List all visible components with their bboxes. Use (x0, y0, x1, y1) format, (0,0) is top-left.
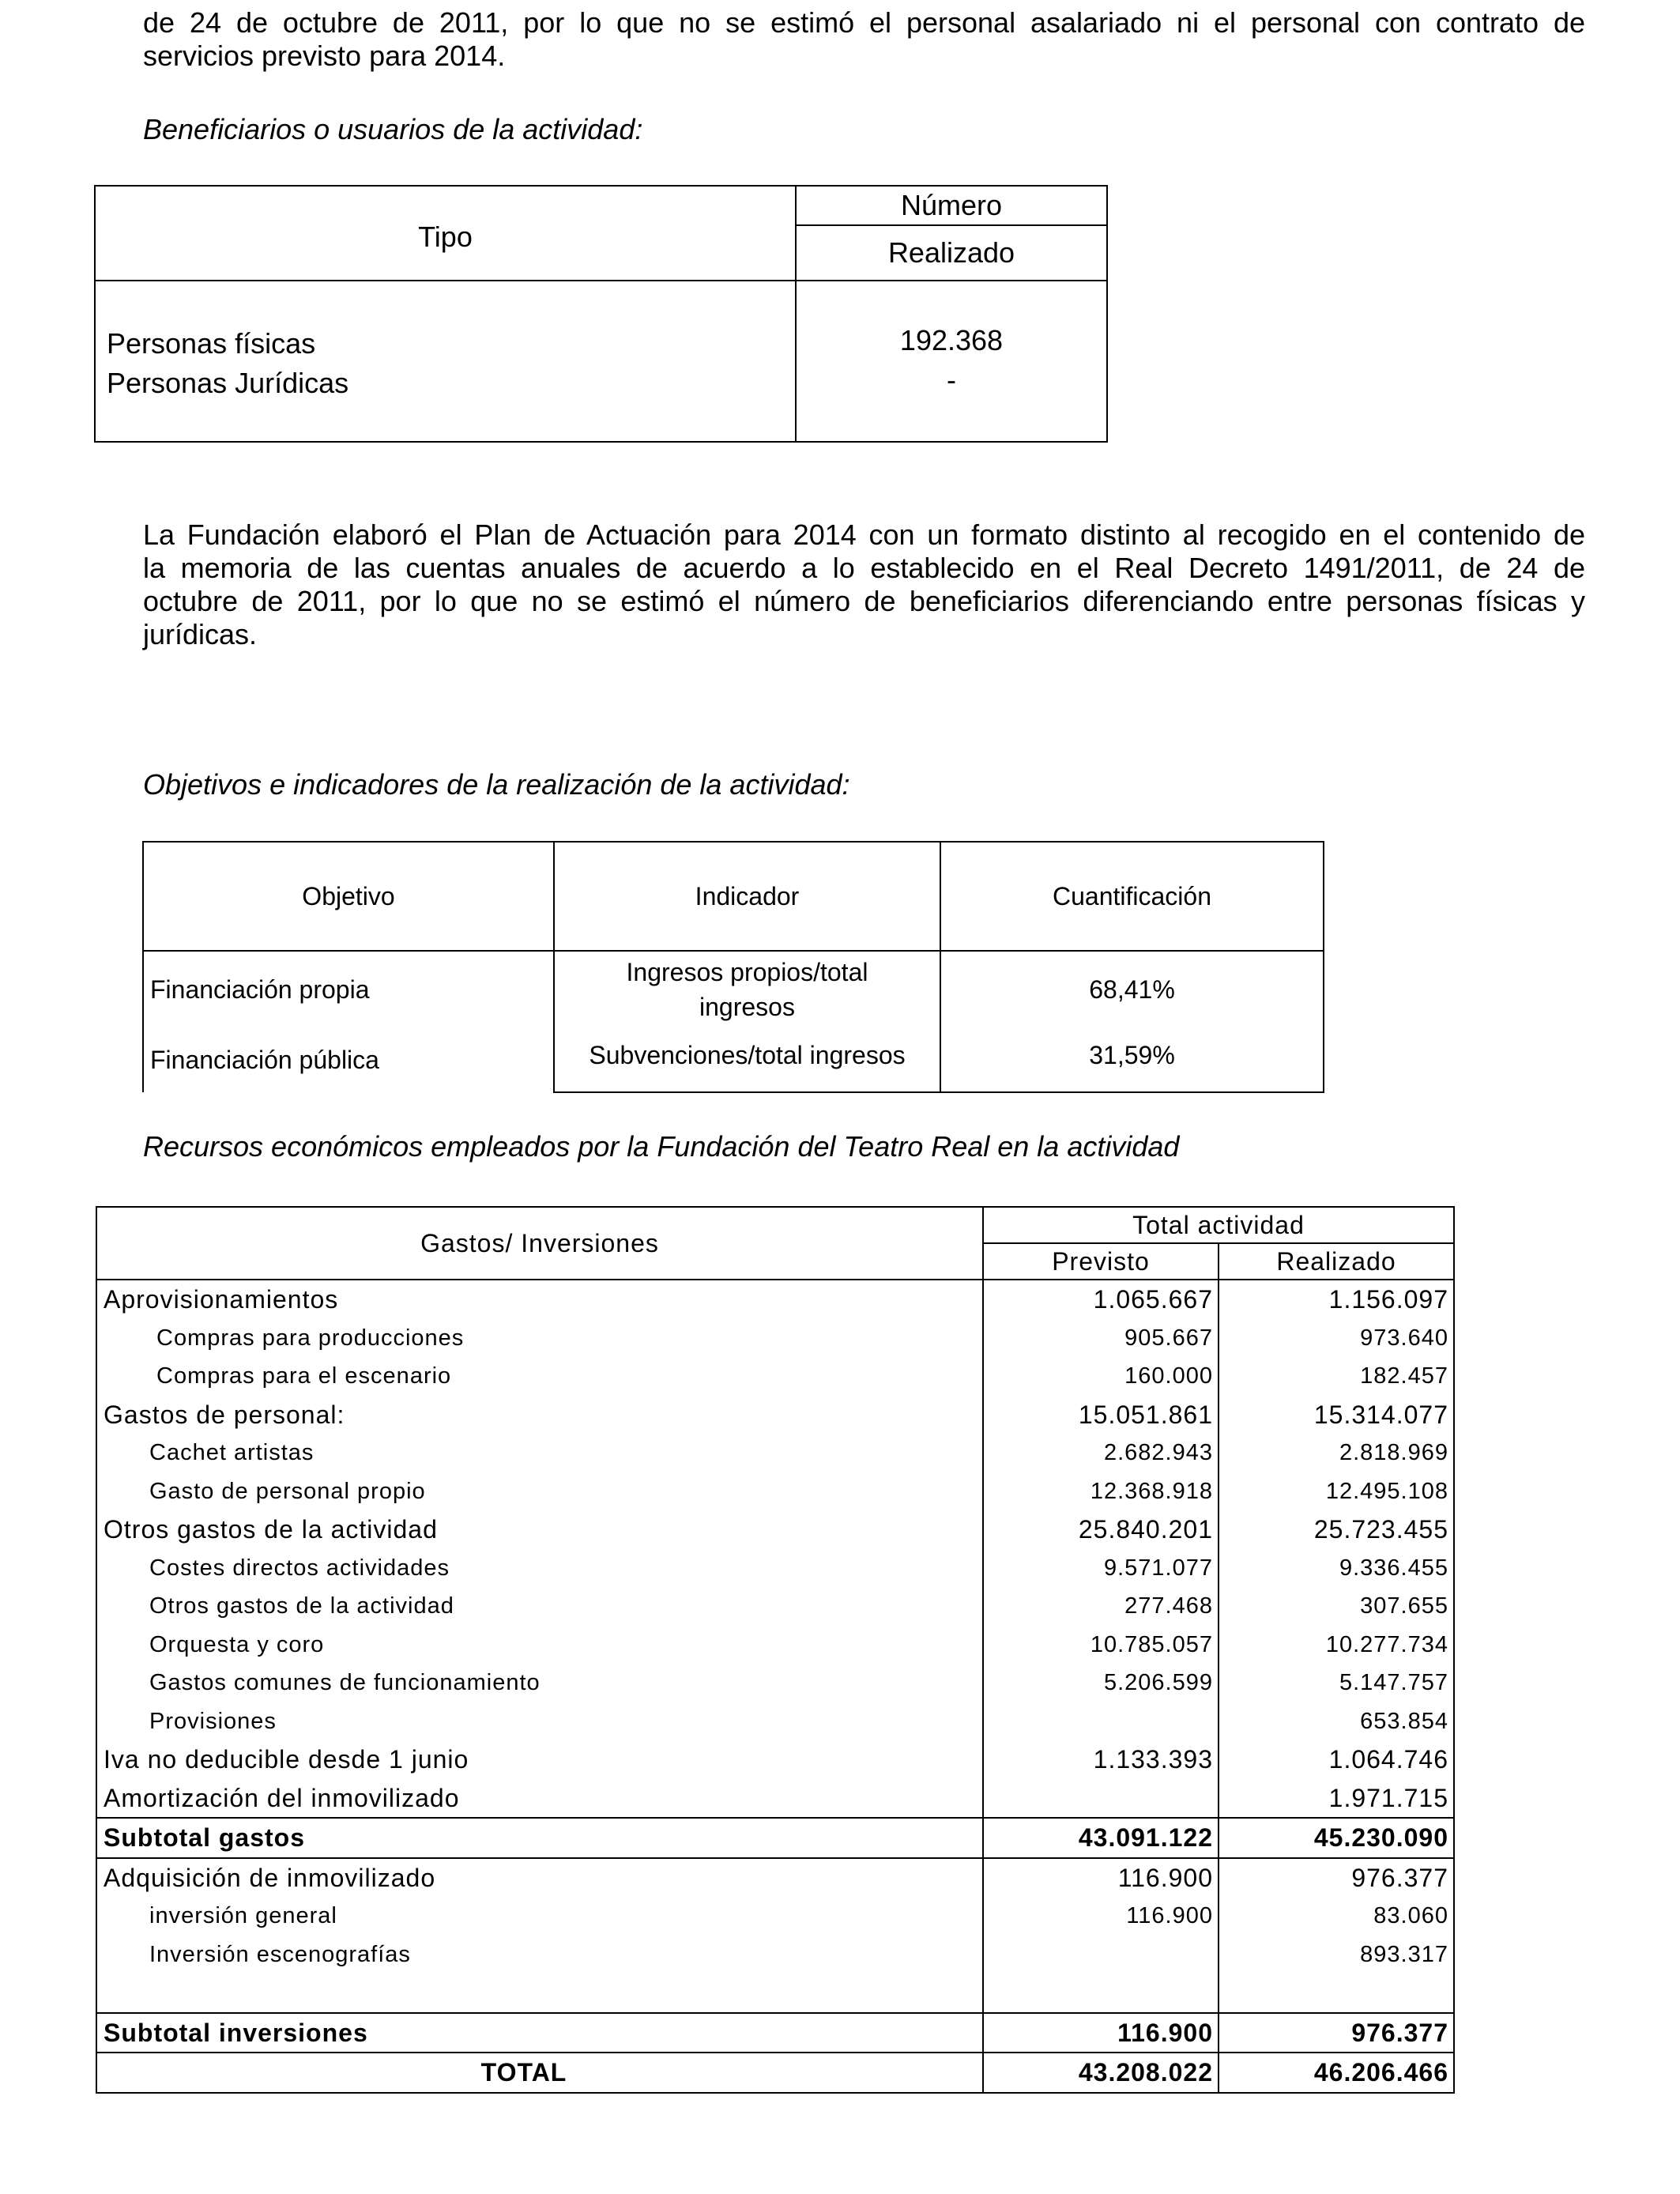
row-realizado: 83.060 (1219, 1897, 1454, 1936)
row-label: Inversión escenografías (96, 1936, 983, 1974)
table-row (96, 1357, 1454, 1396)
row-label: Costes directos actividades (96, 1549, 983, 1588)
table-row-value: 31,59% (1089, 1041, 1175, 1069)
table-row (96, 1510, 1454, 1549)
table-row-label: Personas físicas (107, 327, 316, 360)
table-row (96, 1897, 1454, 1936)
intro-line-1: de 24 de octubre de 2011, por lo que no se estimó el personal asalariado ni el personal con contrato de (143, 6, 1585, 39)
row-realizado: 1.064.746 (1219, 1740, 1454, 1779)
table-row (96, 1858, 1454, 1898)
objetivos-heading: Objetivos e indicadores de la realización de la actividad: (143, 768, 850, 801)
row-label: Iva no deducible desde 1 junio (96, 1740, 983, 1779)
row-previsto: 5.206.599 (983, 1664, 1219, 1702)
row-label: Orquesta y coro (96, 1626, 983, 1664)
row-previsto: 43.091.122 (983, 1818, 1219, 1858)
plan-line-3: octubre de 2011, por lo que no se estimó el número de beneficiarios diferenciando entre personas físicas y (143, 585, 1585, 617)
row-label: Otros gastos de la actividad (96, 1587, 983, 1626)
plan-line-1: La Fundación elaboró el Plan de Actuación para 2014 con un formato distinto al recogido en el contenido de (143, 518, 1585, 551)
row-realizado: 182.457 (1219, 1357, 1454, 1396)
intro-line-2: servicios previsto para 2014. (143, 40, 506, 72)
plan-line-2: la memoria de las cuentas anuales de acuerdo a lo establecido en el Real Decreto 1491/2011, de 24 de (143, 552, 1585, 584)
table-row (96, 1936, 1454, 1974)
row-realizado: 15.314.077 (1219, 1396, 1454, 1434)
row-label: Provisiones (96, 1702, 983, 1741)
beneficiarios-tipo-cell (95, 281, 796, 442)
recursos-heading: Recursos económicos empleados por la Fundación del Teatro Real en la actividad (143, 1130, 1180, 1163)
table-row-label: Personas Jurídicas (107, 367, 349, 399)
row-label: Compras para el escenario (96, 1357, 983, 1396)
row-realizado: 2.818.969 (1219, 1434, 1454, 1472)
plan-line-4: jurídicas. (143, 618, 258, 650)
row-previsto: 1.065.667 (983, 1280, 1219, 1319)
table-row (96, 1434, 1454, 1472)
table-row (96, 1319, 1454, 1358)
row-label: Gastos de personal: (96, 1396, 983, 1434)
plan-paragraph (143, 518, 1585, 651)
intro-paragraph (143, 6, 1585, 73)
row-previsto: 12.368.918 (983, 1472, 1219, 1511)
col-previsto-header: Previsto (983, 1243, 1219, 1280)
objetivos-cuantificacion-cell (940, 951, 1324, 1092)
row-realizado: 307.655 (1219, 1587, 1454, 1626)
row-previsto: 25.840.201 (983, 1510, 1219, 1549)
col-numero-header: Número (796, 186, 1107, 225)
row-previsto: 9.571.077 (983, 1549, 1219, 1588)
row-previsto: 116.900 (983, 1897, 1219, 1936)
row-realizado: 976.377 (1219, 2013, 1454, 2053)
col-realizado-header: Realizado (796, 225, 1107, 281)
row-realizado: 12.495.108 (1219, 1472, 1454, 1511)
table-row (96, 1702, 1454, 1741)
row-previsto (983, 1702, 1219, 1741)
subtotal-inversiones-row (96, 2013, 1454, 2053)
row-previsto (983, 1779, 1219, 1819)
row-realizado: 10.277.734 (1219, 1626, 1454, 1664)
col-gastos-header: Gastos/ Inversiones (96, 1207, 983, 1280)
row-realizado: 1.156.097 (1219, 1280, 1454, 1319)
beneficiarios-valor-cell (796, 281, 1107, 442)
row-realizado: 653.854 (1219, 1702, 1454, 1741)
row-label: Compras para producciones (96, 1319, 983, 1358)
row-previsto: 1.133.393 (983, 1740, 1219, 1779)
objetivos-table (142, 841, 1324, 1093)
col-tipo-header: Tipo (95, 186, 796, 281)
row-realizado: 25.723.455 (1219, 1510, 1454, 1549)
table-row-value: 68,41% (1089, 975, 1175, 1004)
row-previsto: 10.785.057 (983, 1626, 1219, 1664)
recursos-table (96, 1206, 1455, 2094)
table-row-value: - (947, 364, 956, 396)
col-objetivo-header: Objetivo (143, 842, 554, 951)
row-label: Subtotal inversiones (96, 2013, 983, 2053)
row-realizado: 45.230.090 (1219, 1818, 1454, 1858)
table-row-label: Financiación propia (150, 975, 370, 1004)
objetivos-objetivo-cell (143, 951, 554, 1092)
row-previsto: 116.900 (983, 1858, 1219, 1898)
col-total-header: Total actividad (983, 1207, 1454, 1243)
row-realizado: 9.336.455 (1219, 1549, 1454, 1588)
row-label: Subtotal gastos (96, 1818, 983, 1858)
col-cuantificacion-header: Cuantificación (940, 842, 1324, 951)
row-previsto (983, 1936, 1219, 1974)
table-row-value: 192.368 (899, 324, 1004, 356)
row-realizado: 973.640 (1219, 1319, 1454, 1358)
row-label: Adquisición de inmovilizado (96, 1858, 983, 1898)
row-label: Amortización del inmovilizado (96, 1779, 983, 1819)
beneficiarios-heading: Beneficiarios o usuarios de la actividad: (143, 113, 643, 145)
table-row (96, 1549, 1454, 1588)
spacer-row (96, 1973, 1454, 2013)
table-row (96, 1396, 1454, 1434)
table-row (96, 1626, 1454, 1664)
table-row-label: Financiación pública (150, 1046, 379, 1074)
table-row (96, 1472, 1454, 1511)
table-row (96, 1587, 1454, 1626)
row-label: Cachet artistas (96, 1434, 983, 1472)
table-row-indicator: Ingresos propios/total ingresos (626, 958, 868, 1021)
row-label: Gastos comunes de funcionamiento (96, 1664, 983, 1702)
row-realizado: 5.147.757 (1219, 1664, 1454, 1702)
objetivos-indicador-cell (554, 951, 940, 1092)
row-label: inversión general (96, 1897, 983, 1936)
row-previsto: 277.468 (983, 1587, 1219, 1626)
row-label: Aprovisionamientos (96, 1280, 983, 1319)
row-previsto: 160.000 (983, 1357, 1219, 1396)
row-previsto: 15.051.861 (983, 1396, 1219, 1434)
col-realizado-header: Realizado (1219, 1243, 1454, 1280)
total-row (96, 2053, 1454, 2093)
row-label: Otros gastos de la actividad (96, 1510, 983, 1549)
row-realizado: 893.317 (1219, 1936, 1454, 1974)
subtotal-gastos-row (96, 1818, 1454, 1858)
row-label: TOTAL (96, 2053, 983, 2093)
table-row (96, 1664, 1454, 1702)
beneficiarios-table (94, 185, 1108, 443)
row-previsto: 116.900 (983, 2013, 1219, 2053)
table-row (96, 1740, 1454, 1779)
row-previsto: 2.682.943 (983, 1434, 1219, 1472)
row-realizado: 46.206.466 (1219, 2053, 1454, 2093)
row-label: Gasto de personal propio (96, 1472, 983, 1511)
row-previsto: 905.667 (983, 1319, 1219, 1358)
col-indicador-header: Indicador (554, 842, 940, 951)
row-realizado: 1.971.715 (1219, 1779, 1454, 1819)
table-row-indicator: Subvenciones/total ingresos (589, 1041, 906, 1069)
table-row (96, 1280, 1454, 1319)
row-previsto: 43.208.022 (983, 2053, 1219, 2093)
table-row (96, 1779, 1454, 1819)
row-realizado: 976.377 (1219, 1858, 1454, 1898)
